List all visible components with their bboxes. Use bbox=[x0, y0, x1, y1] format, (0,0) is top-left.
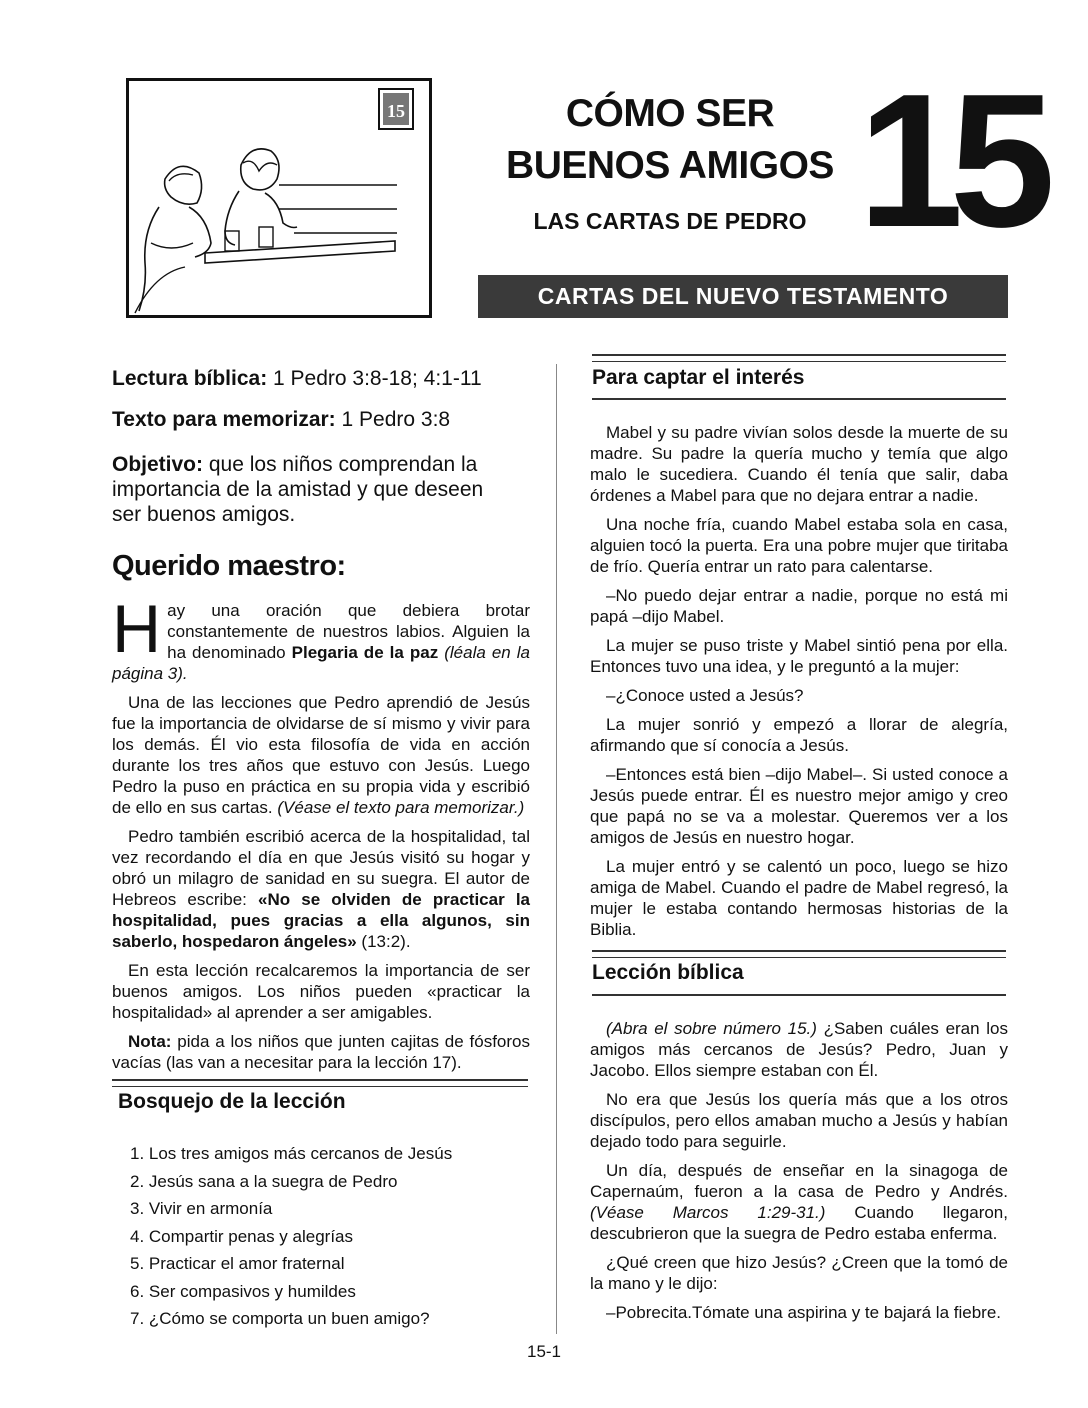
reading-value: 1 Pedro 3:8-18; 4:1-11 bbox=[267, 367, 482, 390]
stamp-number: 15 bbox=[387, 101, 405, 121]
teacher-paragraph: Pedro también escribió acerca de la hospitalidad, tal vez recordando el día en que Jesús visitó su hogar y obró un milagro de sanidad en su suegra. El autor de Hebreos escribe: «No se olviden de practicar la hospitalidad, pues gracias a ella algunos, sin saberlo, hospedaron ángeles» (13:2). bbox=[112, 827, 531, 951]
outline-item: 1. Los tres amigos más cercanos de Jesús bbox=[130, 1144, 453, 1163]
lesson-underline bbox=[592, 994, 1006, 996]
lesson-paragraph: No era que Jesús los quería más que a los otros discípulos, pero ellos amaban mucho a Jesús y habían dejado todo para seguirle. bbox=[590, 1090, 1008, 1151]
story-paragraph: –Entonces está bien –dijo Mabel–. Si usted conoce a Jesús puede entrar. Él es nuestro mejor amigo y creo que papá no se va a molestar. Queremos ver a los amigos de Jesús en nuestro hogar. bbox=[590, 765, 1008, 847]
lesson-paragraph: (Abra el sobre número 15.) ¿Saben cuáles eran los amigos más cercanos de Jesús? Pedro, Juan y Jacobo. Ellos siempre estaban con Él. bbox=[590, 1019, 1008, 1080]
outline-item: 6. Ser compasivos y humildes bbox=[130, 1281, 356, 1301]
drop-cap: H bbox=[112, 591, 162, 667]
interest-underline bbox=[592, 398, 1006, 400]
page-number: 15-1 bbox=[526, 1342, 562, 1361]
memory-line bbox=[112, 407, 530, 432]
teacher-note: Nota: pida a los niños que junten cajitas de fósforos vacías (las van a necesitar para la lección 17). bbox=[112, 1032, 530, 1072]
outline-item: 2. Jesús sana a la suegra de Pedro bbox=[130, 1171, 398, 1191]
objective-label: Objetivo: bbox=[112, 453, 204, 476]
reading-label: Lectura bíblica: bbox=[112, 367, 268, 390]
lesson-heading: Lección bíblica bbox=[592, 961, 744, 984]
outline-item: 4. Compartir penas y alegrías bbox=[130, 1226, 353, 1246]
story-paragraph: Una noche fría, cuando Mabel estaba sola en casa, alguien tocó la puerta. Era una pobre mujer que tiritaba de frío. Quería entrar un rato para calentarse. bbox=[590, 515, 1008, 576]
teacher-paragraph: En esta lección recalcaremos la importancia de ser buenos amigos. Los niños pueden «practicar la hospitalidad» al aprender a ser amigables. bbox=[112, 961, 530, 1022]
column-divider bbox=[556, 364, 557, 1334]
lesson-subtitle: LAS CARTAS DE PEDRO bbox=[533, 208, 807, 234]
teacher-paragraph: Una de las lecciones que Pedro aprendió de Jesús fue la importancia de olvidarse de sí mismo y vivir para los demás. Él vio esta filosofía de vida en acción durante los tres años que estuvo con Jesús. Luego Pedro la puso en práctica en su propia vida y escribió de ello en sus cartas. (Véase el texto para memorizar.) bbox=[112, 693, 530, 817]
lesson-title-line1: CÓMO SER bbox=[565, 92, 775, 135]
outline-item: 7. ¿Cómo se comporta un buen amigo? bbox=[130, 1309, 430, 1328]
memory-label: Texto para memorizar: bbox=[112, 408, 336, 431]
story-paragraph: La mujer sonrió y empezó a llorar de alegría, afirmando que sí conocía a Jesús. bbox=[590, 715, 1008, 755]
teacher-paragraph: Hay una oración que debiera brotar constantemente de nuestros labios. Alguien la ha denominado Plegaria de la paz (léala en la página 3). bbox=[112, 591, 530, 683]
lesson-paragraph: –Pobrecita.Tómate una aspirina y te bajará la fiebre. bbox=[606, 1303, 1002, 1322]
memory-value: 1 Pedro 3:8 bbox=[335, 408, 451, 431]
friends-drawing bbox=[129, 81, 429, 315]
series-banner: CARTAS DEL NUEVO TESTAMENTO bbox=[478, 275, 1008, 318]
objective-line bbox=[112, 452, 512, 527]
lesson-text bbox=[590, 1018, 1008, 1331]
interest-heading: Para captar el interés bbox=[592, 366, 805, 389]
objective-value: que los niños comprendan la importancia de la amistad y que deseen ser buenos amigos. bbox=[112, 453, 484, 526]
interest-story bbox=[590, 422, 1008, 948]
interest-rule bbox=[592, 354, 1006, 362]
lesson-number: 15 bbox=[858, 55, 1042, 267]
story-paragraph: La mujer se puso triste y Mabel sintió pena por ella. Entonces tuvo una idea, y le preguntó a la mujer: bbox=[590, 636, 1008, 676]
outline-heading: Bosquejo de la lección bbox=[118, 1090, 346, 1113]
story-paragraph: –¿Conoce usted a Jesús? bbox=[606, 686, 804, 705]
story-paragraph: La mujer entró y se calentó un poco, luego se hizo amiga de Mabel. Cuando el padre de Mabel regresó, la mujer le estaba contando hermosas historias de la Biblia. bbox=[590, 857, 1008, 939]
story-paragraph: –No puedo dejar entrar a nadie, porque no está mi papá –dijo Mabel. bbox=[590, 586, 1008, 626]
teacher-letter bbox=[112, 591, 531, 1081]
teacher-heading: Querido maestro: bbox=[112, 550, 346, 582]
outline-item: 5. Practicar el amor fraternal bbox=[130, 1254, 345, 1273]
outline-rule bbox=[112, 1079, 528, 1087]
lesson-paragraph: ¿Qué creen que hizo Jesús? ¿Creen que la tomó de la mano y le dijo: bbox=[590, 1253, 1008, 1293]
lesson-title-line2: BUENOS AMIGOS bbox=[506, 144, 834, 187]
outline-list bbox=[116, 1140, 516, 1333]
lesson-rule bbox=[592, 950, 1006, 958]
lesson-illustration bbox=[126, 78, 432, 318]
lesson-paragraph: Un día, después de enseñar en la sinagoga de Capernaúm, fueron a la casa de Pedro y Andrés. (Véase Marcos 1:29-31.) Cuando llegaron, descubrieron que la suegra de Pedro estaba enferma. bbox=[590, 1161, 1008, 1243]
outline-item: 3. Vivir en armonía bbox=[130, 1199, 273, 1218]
story-paragraph: Mabel y su padre vivían solos desde la muerte de su madre. Su padre la quería mucho y temía que algo malo le sucediera. Cuando él tenía que salir, daba órdenes a Mabel para que no dejara entrar a nadie. bbox=[590, 423, 1008, 505]
reading-line bbox=[112, 366, 530, 391]
